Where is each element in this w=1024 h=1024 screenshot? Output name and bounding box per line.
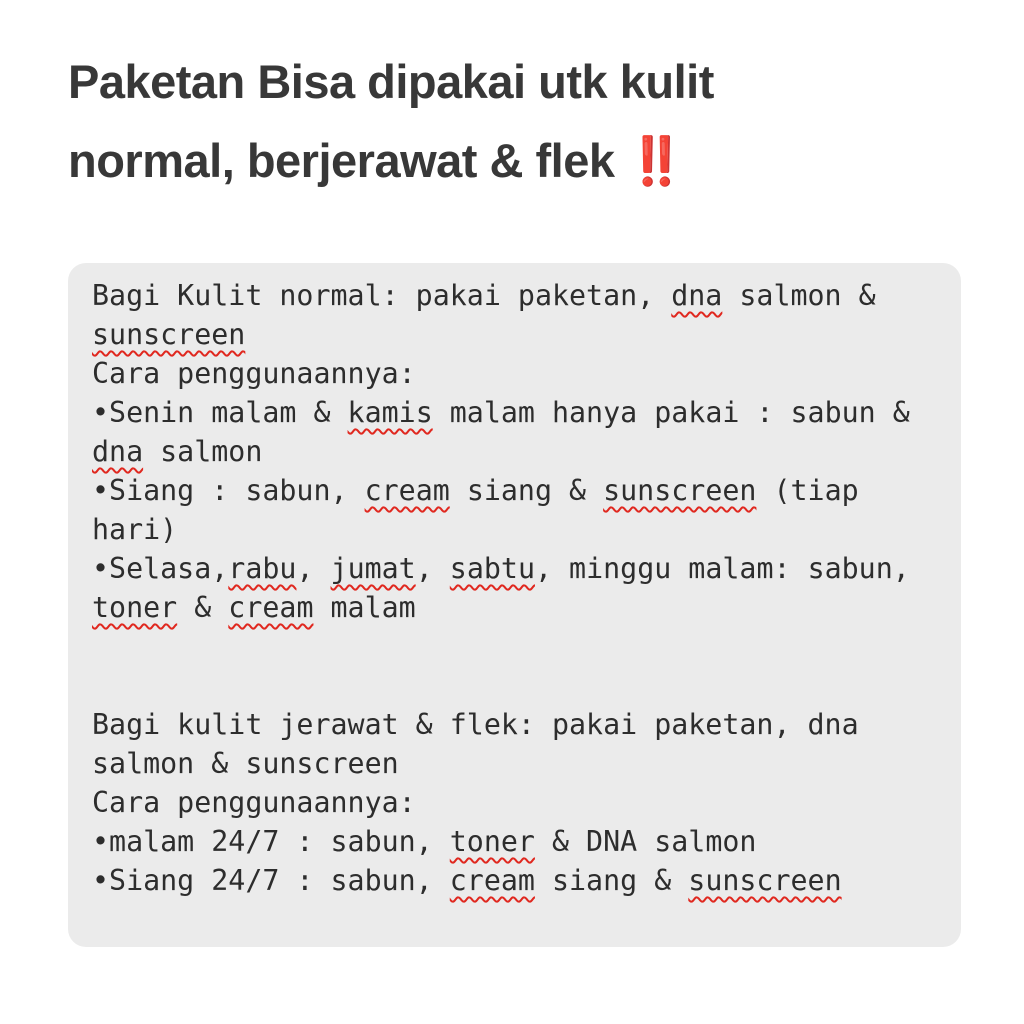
misspelled-word[interactable]: cream — [449, 864, 535, 897]
misspelled-word[interactable]: dna — [671, 279, 723, 312]
blank-line — [92, 627, 954, 666]
normal-intro-line-1: Bagi Kulit normal: pakai paketan, dna salmon & — [92, 279, 876, 312]
normal-intro-line-2 — [92, 315, 954, 354]
normal-siang-line-1: •Siang : sabun, cream siang & sunscreen (tiap — [92, 474, 859, 507]
normal-siang-line-2: hari) — [92, 513, 178, 546]
jerawat-siang-line: •Siang 24/7 : sabun, cream siang & sunscreen — [92, 864, 842, 897]
blank-line — [92, 666, 954, 705]
misspelled-word[interactable]: dna — [92, 435, 144, 468]
misspelled-word[interactable]: sunscreen — [603, 474, 757, 507]
misspelled-word[interactable]: sunscreen — [92, 318, 246, 351]
misspelled-word[interactable]: rabu — [228, 552, 297, 585]
title-line-2: normal, berjerawat & flek — [68, 134, 628, 187]
double-exclamation-emoji: ‼️ — [627, 134, 680, 187]
page-title — [68, 42, 968, 200]
jerawat-usage-label: Cara penggunaannya: — [92, 786, 416, 819]
normal-selasa-line-2: toner & cream malam — [92, 591, 416, 624]
normal-selasa-line-1: •Selasa,rabu, jumat, sabtu, minggu malam: sabun, — [92, 552, 910, 585]
misspelled-word[interactable]: cream — [228, 591, 314, 624]
normal-senin-line-2: dna salmon — [92, 435, 263, 468]
jerawat-intro-line-2: salmon & sunscreen — [92, 747, 399, 780]
jerawat-intro-line-1: Bagi kulit jerawat & flek: pakai paketan, dna — [92, 708, 859, 741]
misspelled-word[interactable]: kamis — [347, 396, 433, 429]
normal-usage-label: Cara penggunaannya: — [92, 357, 416, 390]
misspelled-word[interactable]: jumat — [330, 552, 416, 585]
misspelled-word[interactable]: sunscreen — [688, 864, 842, 897]
code-block-text[interactable] — [92, 276, 954, 900]
misspelled-word[interactable]: toner — [449, 825, 535, 858]
misspelled-word[interactable]: toner — [92, 591, 178, 624]
misspelled-word[interactable]: sabtu — [449, 552, 535, 585]
misspelled-word[interactable]: cream — [364, 474, 450, 507]
normal-senin-line-1: •Senin malam & kamis malam hanya pakai : sabun & — [92, 396, 910, 429]
title-line-1: Paketan Bisa dipakai utk kulit — [68, 55, 714, 108]
jerawat-malam-line: •malam 24/7 : sabun, toner & DNA salmon — [92, 825, 757, 858]
